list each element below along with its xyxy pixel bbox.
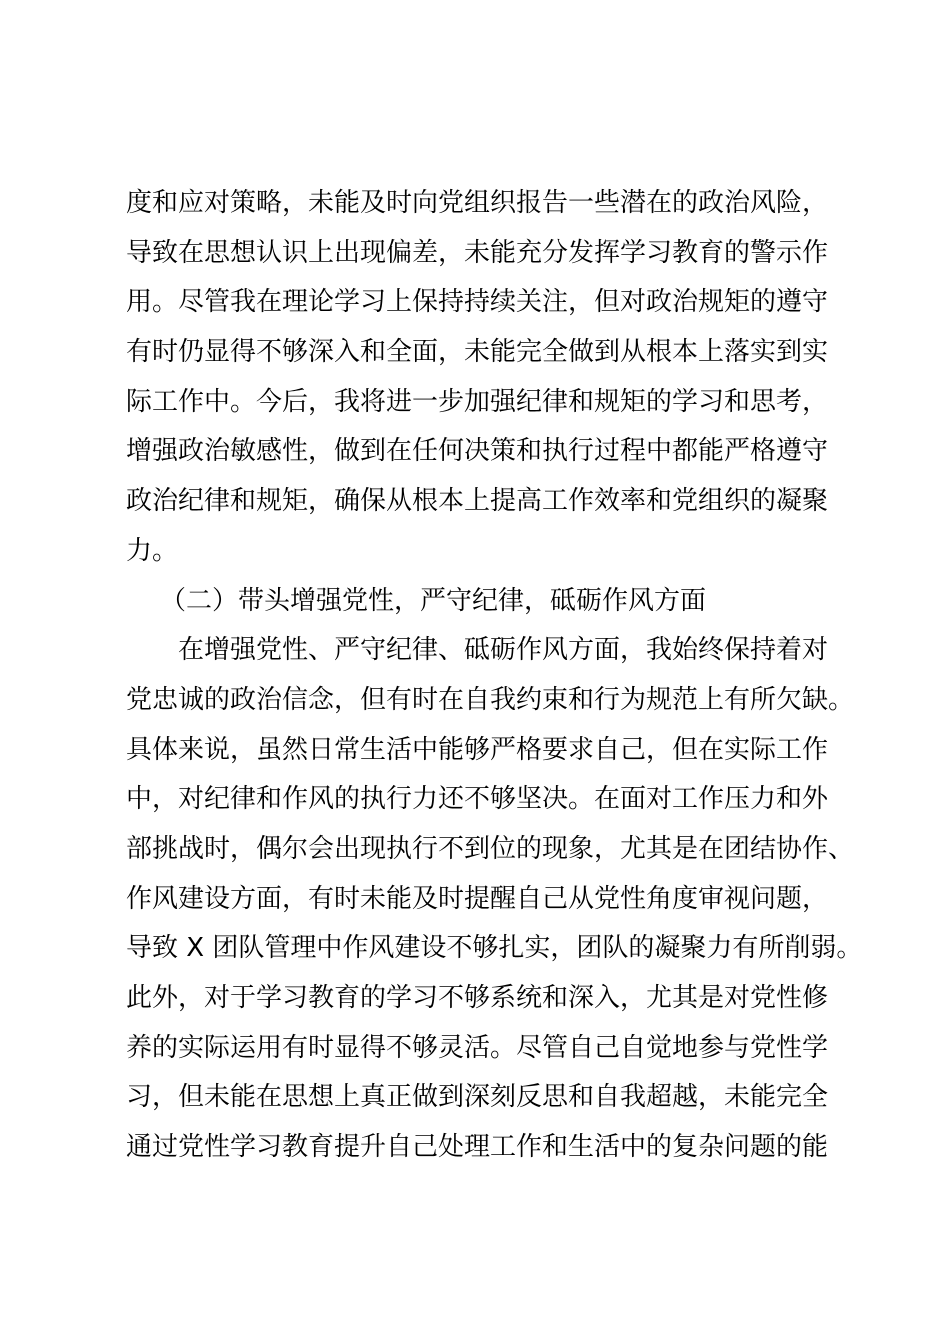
paragraph-2-line-8: 此外，对于学习教育的学习不够系统和深入，尤其是对党性修: [126, 983, 829, 1013]
paragraph-2-line-4: 中，对纪律和作风的执行力还不够坚决。在面对工作压力和外: [126, 784, 829, 815]
paragraph-1-line-8: 力。: [126, 535, 179, 566]
paragraph-2-line-2: 党忠诚的政治信念，但有时在自我约束和行为规范上有所欠缺。: [126, 684, 855, 715]
paragraph-2-line-5: 部挑战时，偶尔会出现执行不到位的现象，尤其是在团结协作、: [126, 833, 855, 864]
paragraph-1-line-2: 导致在思想认识上出现偏差，未能充分发挥学习教育的警示作: [126, 237, 829, 268]
paragraph-1-line-3: 用。尽管我在理论学习上保持持续关注，但对政治规矩的遵守: [126, 287, 829, 318]
paragraph-2-line-11: 通过党性学习教育提升自己处理工作和生活中的复杂问题的能: [126, 1132, 829, 1163]
paragraph-2-line-3: 具体来说，虽然日常生活中能够严格要求自己，但在实际工作: [126, 734, 829, 765]
paragraph-1-line-6: 增强政治敏感性，做到在任何决策和执行过程中都能严格遵守: [126, 436, 829, 467]
paragraph-2-line-10: 习，但未能在思想上真正做到深刻反思和自我超越，未能完全: [126, 1082, 829, 1113]
paragraph-1-line-4: 有时仍显得不够深入和全面，未能完全做到从根本上落实到实: [126, 337, 829, 368]
paragraph-2-line-7: 导致 X 团队管理中作风建设不够扎实，团队的凝聚力有所削弱。: [126, 933, 863, 964]
document-body: [126, 179, 863, 1173]
section-heading: （二）带头增强党性，严守纪律，砥砺作风方面: [160, 585, 707, 616]
paragraph-1-line-1: 度和应对策略，未能及时向党组织报告一些潜在的政治风险，: [126, 188, 829, 218]
paragraph-1-line-5: 际工作中。今后，我将进一步加强纪律和规矩的学习和思考，: [126, 386, 829, 417]
paragraph-2-line-6: 作风建设方面，有时未能及时提醒自己从党性角度审视问题，: [126, 883, 829, 914]
paragraph-2-line-9: 养的实际运用有时显得不够灵活。尽管自己自觉地参与党性学: [126, 1032, 829, 1063]
paragraph-1-line-7: 政治纪律和规矩，确保从根本上提高工作效率和党组织的凝聚: [126, 486, 829, 517]
paragraph-2-line-1: 在增强党性、严守纪律、砥砺作风方面，我始终保持着对: [178, 635, 829, 666]
